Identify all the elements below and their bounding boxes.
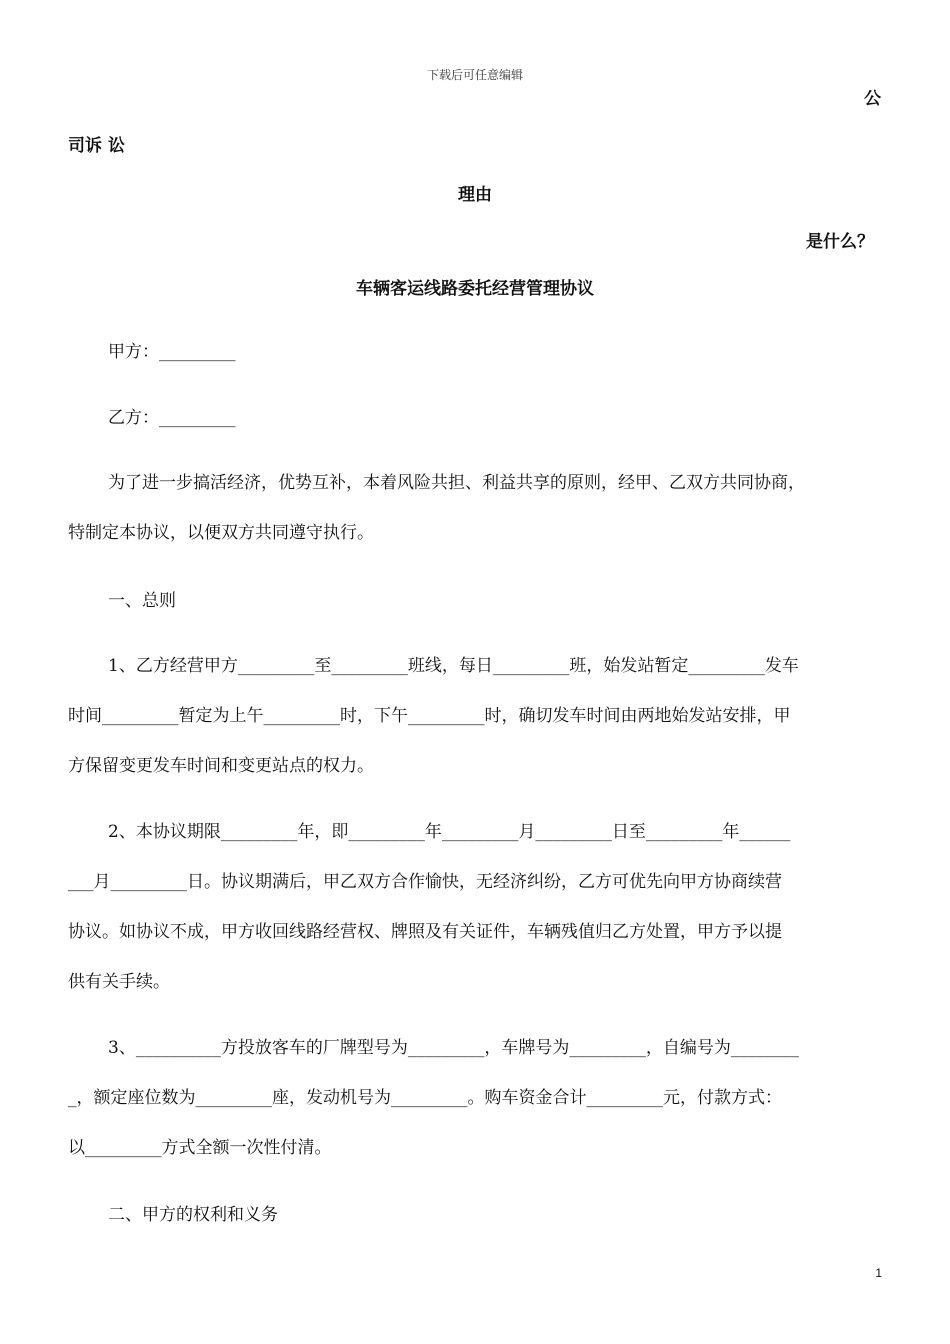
fragment-susong: 司诉 讼 bbox=[68, 136, 125, 156]
document-title: 车辆客运线路委托经营管理协议 bbox=[356, 279, 594, 299]
fragment-shishenme: 是什么？ bbox=[806, 232, 874, 252]
clause-3 bbox=[68, 1036, 884, 1186]
clause-line: ___月_________日。协议期满后，甲乙双方合作愉快，无经济纠纷，乙方可优先向甲方协商续营 bbox=[68, 872, 782, 892]
intro-line: 为了进一步搞活经济，优势互补，本着风险共担、利益共享的原则，经甲、乙双方共同协商， bbox=[108, 473, 805, 493]
section-general-heading: 一、总则 bbox=[108, 591, 176, 611]
clause-line: 时间_________暂定为上午_________时，下午_________时，确切发车时间由两地始发站安排，甲 bbox=[68, 706, 791, 726]
clause-line: 1、乙方经营甲方_________至_________班线，每日_________班，始发站暂定_________发车 bbox=[108, 656, 799, 676]
intro-paragraph bbox=[68, 471, 884, 571]
fragment-gong: 公 bbox=[864, 89, 881, 109]
clause-line: 2、本协议期限_________年，即_________年_________月_________日至_________年______ bbox=[108, 822, 791, 842]
download-note: 下载后可任意编辑 bbox=[426, 68, 523, 82]
clause-line: _，额定座位数为_________座，发动机号为_________。购车资金合计_________元，付款方式： bbox=[68, 1088, 782, 1108]
clause-line: 协议。如协议不成，甲方收回线路经营权、牌照及有关证件，车辆残值归乙方处置，甲方予以提 bbox=[68, 922, 782, 942]
party-b-line: 乙方：_________ bbox=[108, 408, 236, 428]
page-number: 1 bbox=[875, 1266, 882, 1280]
clause-line: 以_________方式全额一次性付清。 bbox=[68, 1138, 332, 1158]
clause-line: 3、__________方投放客车的厂牌型号为_________，车牌号为_________，自编号为________ bbox=[108, 1038, 799, 1058]
party-a-line: 甲方：_________ bbox=[108, 342, 236, 362]
clause-1 bbox=[68, 654, 884, 804]
intro-line: 特制定本协议，以便双方共同遵守执行。 bbox=[68, 523, 374, 543]
clause-line: 供有关手续。 bbox=[68, 972, 170, 992]
clause-line: 方保留变更发车时间和变更站点的权力。 bbox=[68, 756, 374, 776]
fragment-liyou: 理由 bbox=[458, 185, 492, 205]
clause-2 bbox=[68, 820, 884, 1020]
section-party-a-rights-heading: 二、甲方的权利和义务 bbox=[108, 1205, 278, 1225]
